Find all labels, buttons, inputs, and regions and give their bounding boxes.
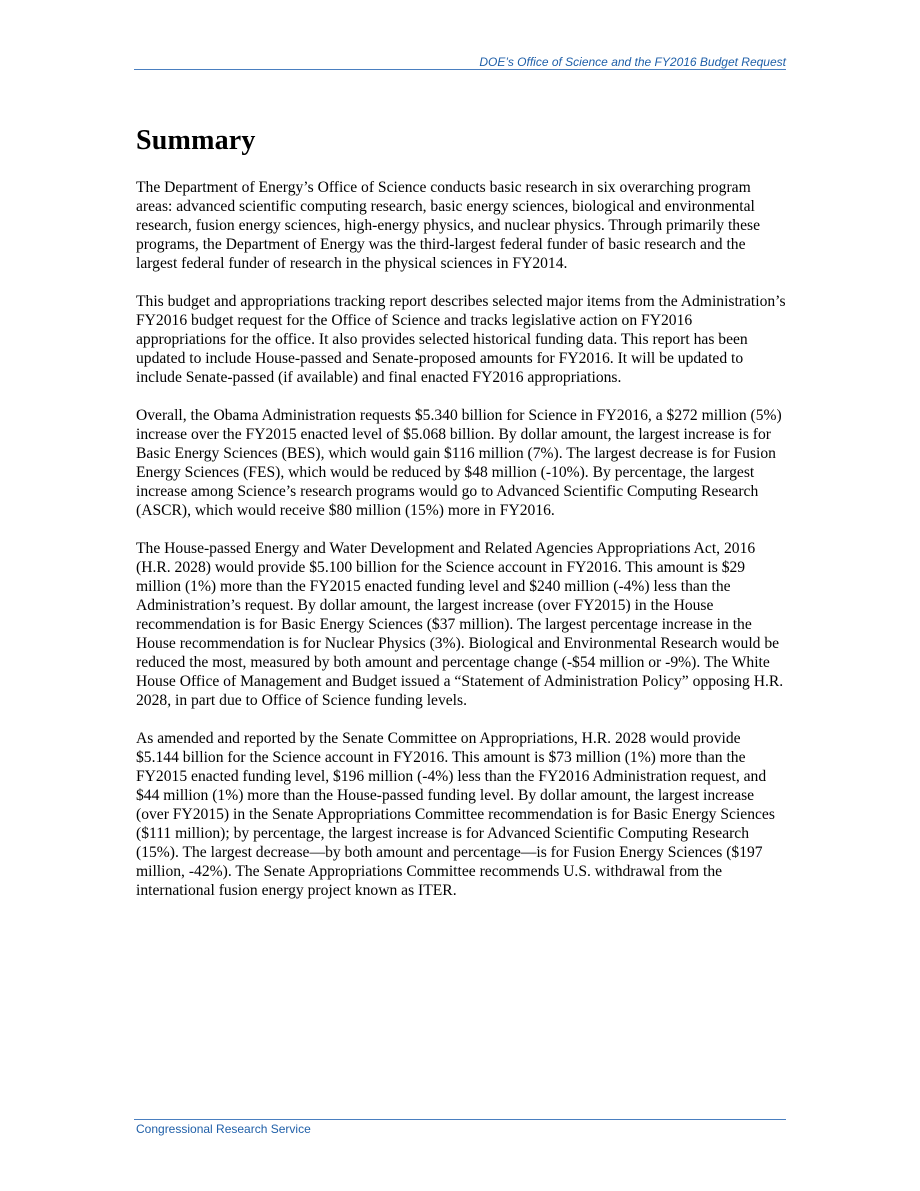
summary-paragraph-4: The House-passed Energy and Water Development and Related Agencies Appropriations Act, 2016 (H.R. 2028) would provide $5.100 billion for the Science account in FY2016. This amount is $29 million (1%) more than the FY2015 enacted funding level and $240 million (-4%) less than the Administration’s request. By dollar amount, the largest increase (over FY2015) in the House recommendation is for Basic Energy Sciences ($37 million). The largest percentage increase in the House recommendation is for Nuclear Physics (3%). Biological and Environmental Research would be reduced the most, measured by both amount and percentage change (-$54 million or -9%). The White House Office of Management and Budget issued a “Statement of Administration Policy” opposing H.R. 2028, in part due to Office of Science funding levels. bbox=[136, 540, 784, 709]
summary-paragraph-3: Overall, the Obama Administration requests $5.340 billion for Science in FY2016, a $272 million (5%) increase over the FY2015 enacted level of $5.068 billion. By dollar amount, the largest increase is for Basic Energy Sciences (BES), which would gain $116 million (7%). The largest decrease is for Fusion Energy Sciences (FES), which would be reduced by $48 million (-10%). By percentage, the largest increase among Science’s research programs would go to Advanced Scientific Computing Research (ASCR), which would receive $80 million (15%) more in FY2016. bbox=[136, 407, 782, 519]
header-rule bbox=[134, 69, 786, 70]
summary-paragraph-5: As amended and reported by the Senate Committee on Appropriations, H.R. 2028 would provide $5.144 billion for the Science account in FY2016. This amount is $73 million (1%) more than the FY2015 enacted funding level, $196 million (-4%) less than the FY2016 Administration request, and $44 million (1%) more than the House-passed funding level. By dollar amount, the largest increase (over FY2015) in the Senate Appropriations Committee recommendation is for Basic Energy Sciences ($111 million); by percentage, the largest increase is for Advanced Scientific Computing Research (15%). The largest decrease—by both amount and percentage—is for Fusion Energy Sciences ($197 million, -42%). The Senate Appropriations Committee recommends U.S. withdrawal from the international fusion energy project known as ITER. bbox=[136, 730, 775, 899]
footer-organization: Congressional Research Service bbox=[136, 1122, 311, 1136]
section-heading: Summary bbox=[136, 125, 256, 156]
document-body bbox=[136, 124, 786, 919]
summary-paragraph-2: This budget and appropriations tracking report describes selected major items from the Administration’s FY2016 budget request for the Office of Science and tracks legislative action on FY2016 appropriations for the office. It also provides selected historical funding data. This report has been updated to include House-passed and Senate-proposed amounts for FY2016. It will be updated to include Senate-passed (if available) and final enacted FY2016 appropriations. bbox=[136, 293, 786, 386]
running-header-title: DOE’s Office of Science and the FY2016 Budget Request bbox=[479, 55, 786, 69]
footer-rule bbox=[134, 1119, 786, 1120]
summary-paragraph-1: The Department of Energy’s Office of Science conducts basic research in six overarching program areas: advanced scientific computing research, basic energy sciences, biological and environmental research, fusion energy sciences, high-energy physics, and nuclear physics. Through primarily these programs, the Department of Energy was the third-largest federal funder of basic research and the largest federal funder of research in the physical sciences in FY2014. bbox=[136, 179, 761, 272]
